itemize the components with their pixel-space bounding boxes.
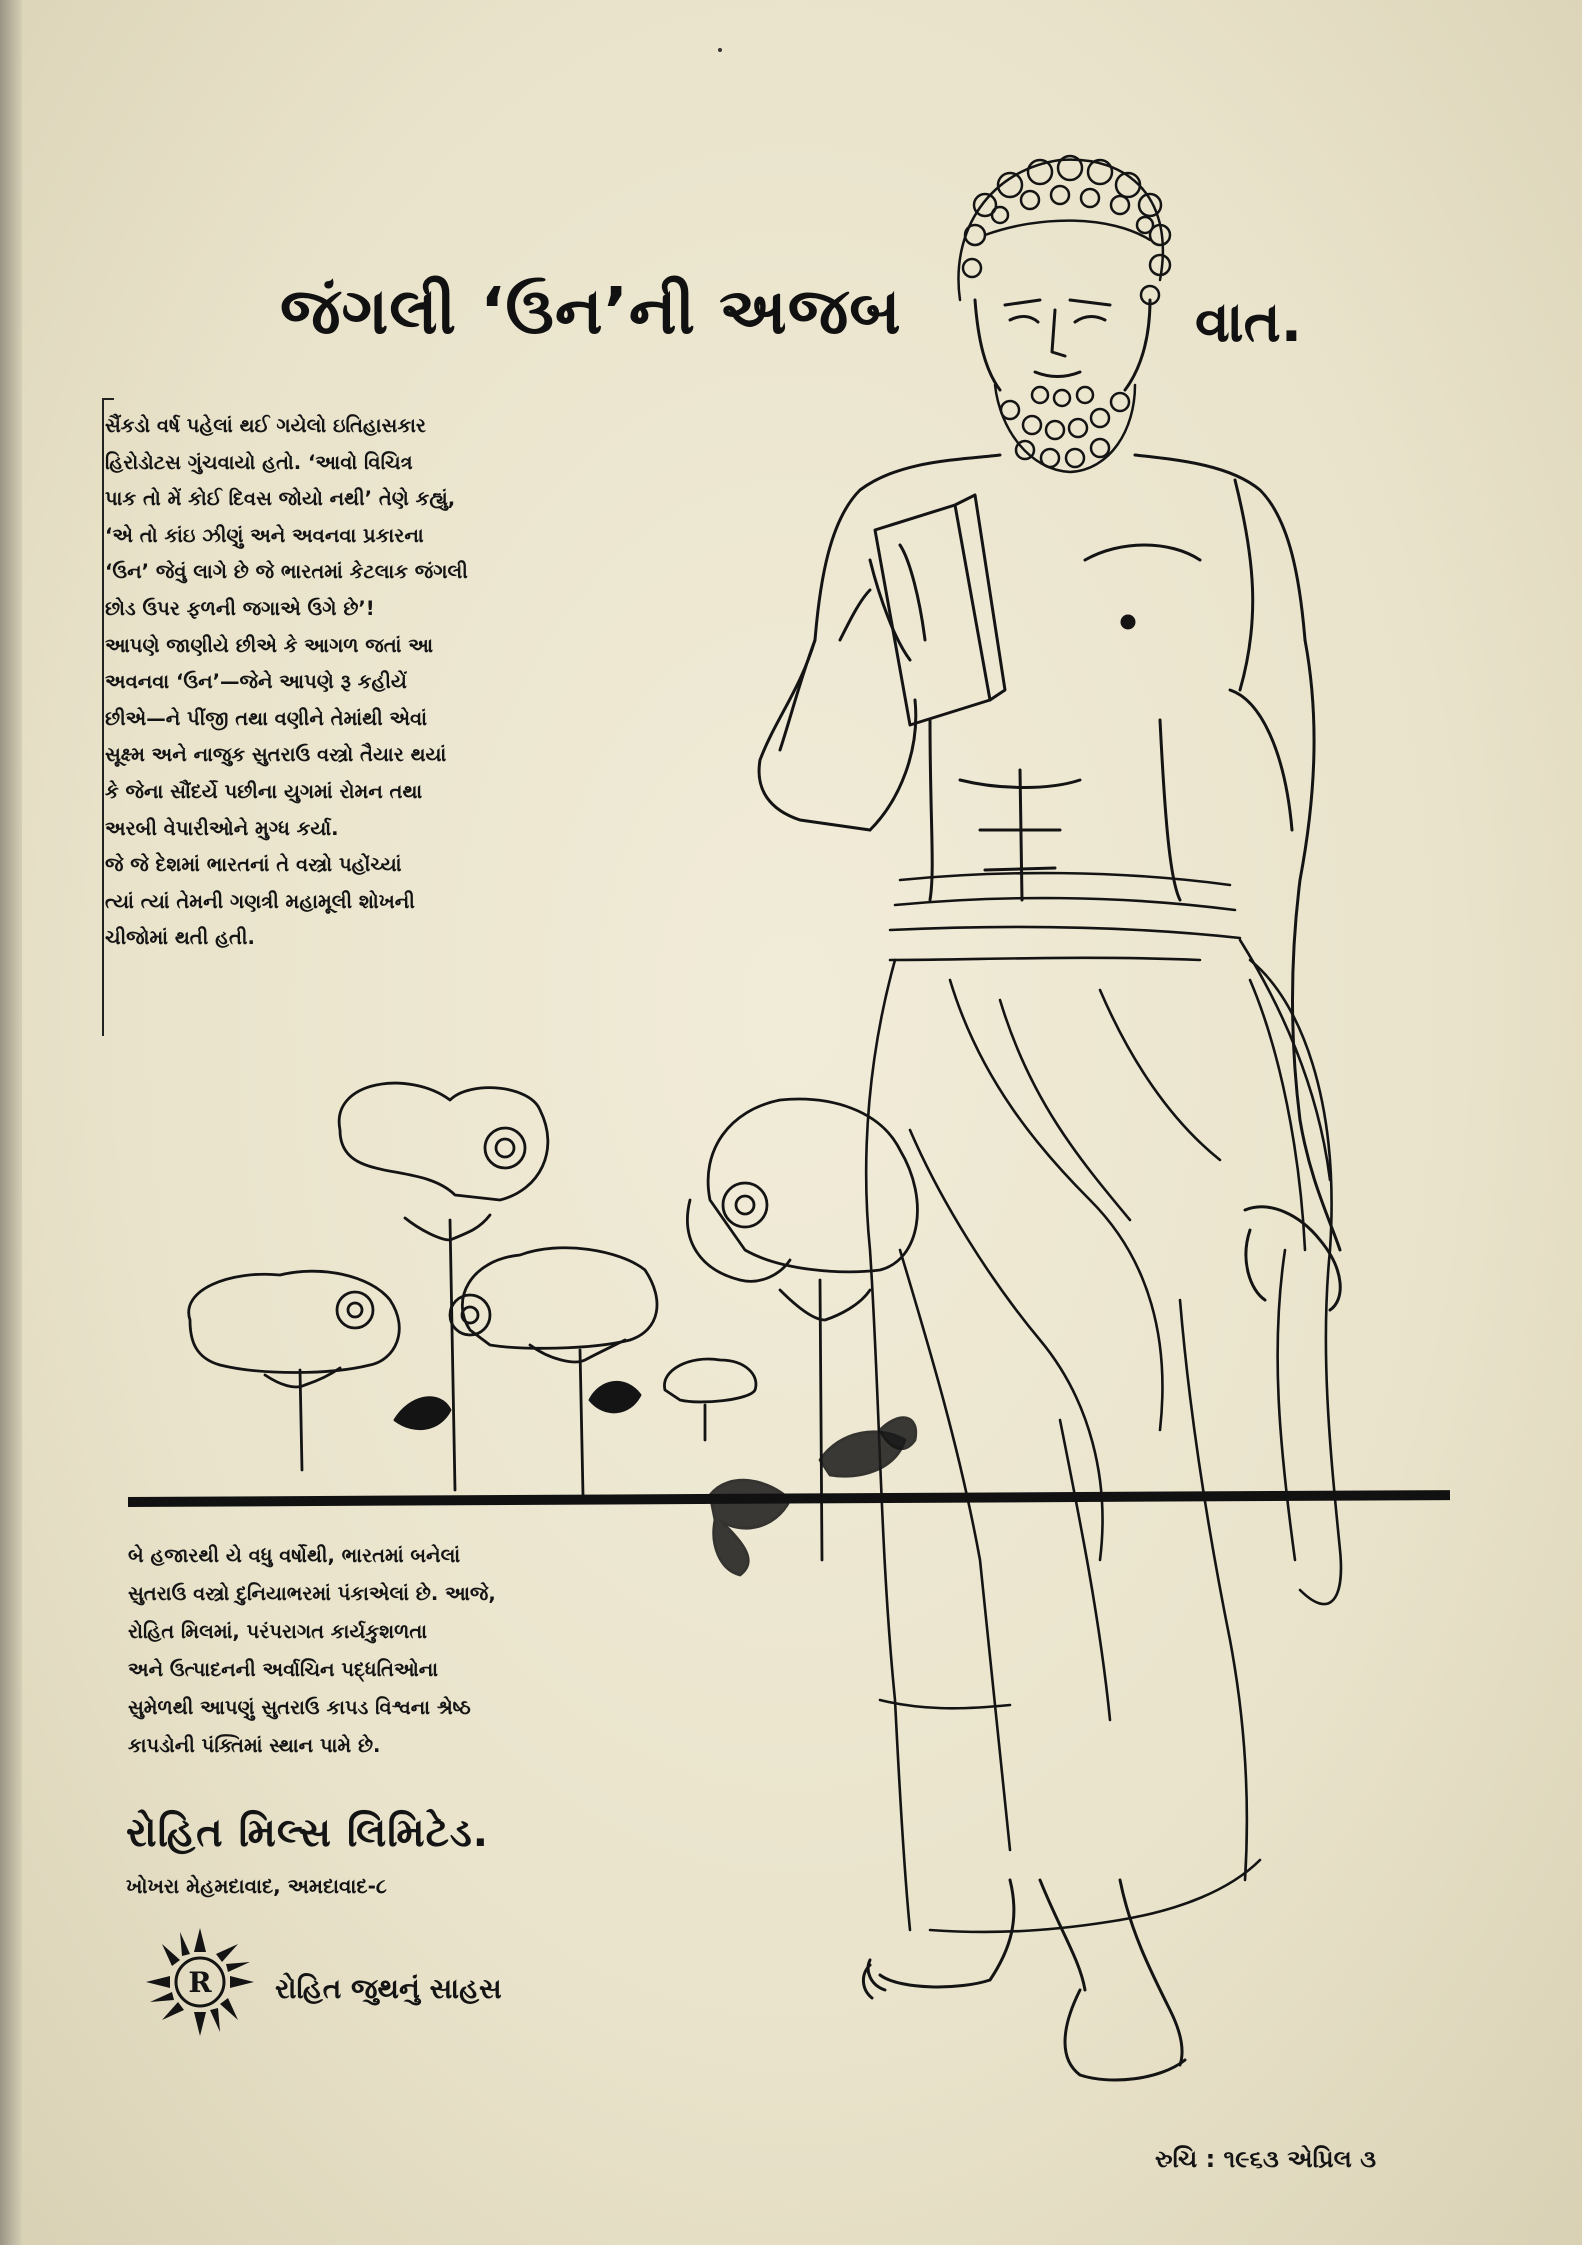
body-paragraph [128,1537,628,1765]
foot-bracket [863,1965,872,1998]
feet [868,1880,1185,2080]
intro-paragraph [105,408,575,957]
left-arm [780,590,916,830]
intro-line: સૂક્ષ્મ અને નાજુક સુતરાઉ વસ્ત્રો તૈયાર થયાં [105,743,447,767]
company-address: ખોખરા મેહમદાવાદ, અમદાવાદ-૮ [126,1874,387,1898]
intro-line: જે જે દેશમાં ભારતનાં તે વસ્ત્રો પહોંચ્યાં [105,853,402,877]
intro-line: છીએ—ને પીંજી તથા વણીને તેમાંથી એવાં [105,706,427,730]
slogan: રોહિત જુથનું સાહસ [275,1972,502,2005]
logo-letter: R [188,1966,212,1999]
intro-line: ‘એ તો કાંઇ ઝીણું અને અવનવા પ્રકારના [105,523,424,547]
body-line: કાપડોની પંક્તિમાં સ્થાન પામે છે. [128,1734,381,1757]
intro-line: ત્યાં ત્યાં તેમની ગણત્રી મહામૂલી શોખની [105,889,415,913]
intro-line: પાક તો મેં કોઈ દિવસ જોયો નથી’ તેણે કહ્યું, [105,487,456,511]
curly-hair [958,156,1170,304]
beard [995,385,1135,472]
body-line: અને ઉત્પાદનની અર્વાચિન પદ્ધતિઓના [128,1658,439,1681]
intro-line: કે જેના સૌંદર્યે પછીના યુગમાં રોમન તથા [105,779,423,803]
body-line: રોહિત મિલમાં, પરંપરાગત કાર્યકુશળતા [128,1620,428,1643]
drapery [866,873,1341,1932]
intro-line: સૈંકડો વર્ષ પહેલાં થઈ ગયેલો ઇતિહાસકાર [105,414,426,437]
intro-line: છોડ ઉપર ફળની જગાએ ઉગે છે’! [105,596,375,620]
intro-line: અવનવા ‘ઉન’—જેને આપણે રૂ કહીયેં [105,670,407,694]
intro-line: હિરોડોટસ ગુંચવાયો હતો. ‘આવો વિચિત્ર [105,450,413,474]
company-name: રોહિત મિલ્સ લિમિટેડ. [126,1810,490,1856]
headline: જંગલી ‘ઉન’ની અજબ [280,275,902,349]
headline-end: વાત. [1195,290,1303,355]
face [975,300,1150,390]
torso [759,455,1340,1250]
body-line: સુતરાઉ વસ્ત્રો દુનિયાભરમાં પંકાએલાં છે. આજે, [128,1582,496,1605]
book [870,495,1005,725]
rohit-logo-icon [140,1922,260,2042]
body-line: સુમેળથી આપણું સુતરાઉ કાપડ વિશ્વના શ્રેષ્ઠ [128,1696,471,1719]
intro-line: ‘ઉન’ જેવું લાગે છે જે ભારતમાં કેટલાક જંગલી [105,560,468,584]
intro-line: અરબી વેપારીઓને મુગ્ધ કર્યા. [105,816,339,840]
intro-line: ચીજોમાં થતી હતી. [105,926,255,950]
body-line: બે હજારથી યે વધુ વર્ષોથી, ભારતમાં બનેલાં [128,1544,461,1567]
page-footer: રુચિ : ૧૯૬૩ એપ્રિલ ૩ [1155,2145,1377,2173]
intro-line: આપણે જાણીયે છીએ કે આગળ જતાં આ [105,633,434,657]
